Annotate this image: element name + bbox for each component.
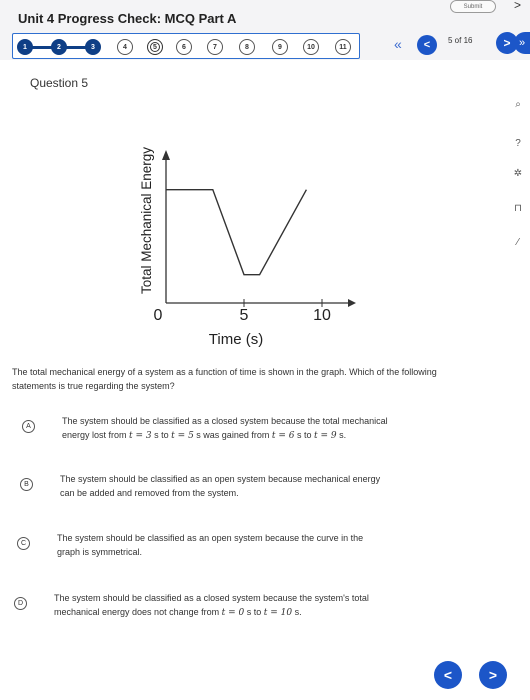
math-token: = bbox=[225, 608, 239, 618]
option-line: The system should be classified as a closed system because the total mechanical bbox=[62, 416, 388, 426]
option-line: can be added and removed from the system. bbox=[60, 488, 239, 498]
help-icon[interactable]: ? bbox=[515, 137, 521, 149]
question-label: Question 5 bbox=[30, 76, 89, 90]
text-token: s to bbox=[151, 430, 172, 440]
option-line bbox=[62, 428, 482, 443]
x-axis-label: Time (s) bbox=[208, 331, 264, 348]
question-nav-item-7[interactable]: 7 bbox=[207, 39, 223, 55]
math-token: = bbox=[174, 431, 189, 441]
math-token: = bbox=[275, 431, 289, 441]
option-b-text[interactable] bbox=[60, 472, 480, 500]
question-nav-item-8[interactable]: 8 bbox=[239, 39, 255, 55]
option-d-marker[interactable]: D bbox=[14, 597, 27, 610]
submit-button[interactable]: Submit bbox=[450, 0, 496, 13]
question-nav-item-5[interactable]: 5 bbox=[147, 39, 163, 55]
bottom-next-button[interactable]: > bbox=[479, 661, 507, 689]
math-token: t bbox=[271, 431, 276, 441]
question-nav-item-2[interactable]: 2 bbox=[51, 39, 67, 55]
progress-connector bbox=[31, 46, 53, 49]
math-token: t bbox=[263, 608, 268, 618]
y-axis-label: Total Mechanical Energy bbox=[139, 146, 154, 295]
option-line bbox=[54, 605, 474, 620]
first-page-icon[interactable]: « bbox=[394, 36, 399, 52]
math-token: 5 bbox=[188, 431, 194, 441]
last-page-icon[interactable]: » bbox=[514, 32, 530, 54]
x-tick-label-10: 10 bbox=[313, 307, 331, 324]
text-token: s. bbox=[292, 607, 302, 617]
energy-series-line bbox=[166, 190, 306, 275]
question-navigator bbox=[12, 33, 360, 59]
math-token: t bbox=[129, 431, 133, 441]
option-b-marker[interactable]: B bbox=[20, 478, 33, 491]
text-token: s. bbox=[336, 430, 347, 440]
math-token: 6 bbox=[288, 431, 295, 441]
page-title: Unit 4 Progress Check: MCQ Part A bbox=[18, 11, 237, 26]
x-axis-arrow bbox=[348, 299, 356, 307]
option-c-marker[interactable]: C bbox=[17, 537, 30, 550]
question-nav-item-1[interactable]: 1 bbox=[17, 39, 33, 55]
math-token: = bbox=[267, 608, 281, 618]
y-axis-arrow bbox=[162, 150, 170, 160]
option-a-marker[interactable]: A bbox=[22, 420, 35, 433]
text-token: mechanical energy does not change from bbox=[54, 607, 222, 617]
question-nav-item-11[interactable]: 11 bbox=[335, 39, 351, 55]
math-token: 0 bbox=[238, 608, 245, 618]
math-token: t bbox=[171, 431, 175, 441]
progress-connector bbox=[65, 46, 87, 49]
question-nav-item-4[interactable]: 4 bbox=[117, 39, 133, 55]
pencil-icon[interactable]: ⁄ bbox=[517, 236, 519, 248]
x-tick-label-5: 5 bbox=[239, 307, 249, 324]
bottom-prev-button[interactable]: < bbox=[434, 661, 462, 689]
math-token: t bbox=[221, 608, 226, 618]
bookmark-icon[interactable]: ⊓ bbox=[514, 202, 522, 214]
math-token: = bbox=[132, 431, 146, 441]
prev-question-button[interactable]: < bbox=[417, 35, 437, 55]
x-tick-label-0: 0 bbox=[153, 307, 163, 324]
option-line: The system should be classified as an open system because mechanical energy bbox=[60, 474, 381, 484]
text-token: s to bbox=[244, 607, 264, 617]
math-token: t bbox=[313, 431, 318, 441]
option-line: The system should be classified as an open system because the curve in the bbox=[57, 533, 364, 543]
page-count: 5 of 16 bbox=[448, 36, 473, 45]
chevron-right-icon[interactable]: > bbox=[514, 0, 522, 12]
question-nav-item-10[interactable]: 10 bbox=[303, 39, 319, 55]
math-token: 10 bbox=[280, 608, 293, 618]
next-question-button[interactable]: > bbox=[496, 32, 518, 54]
math-token: 9 bbox=[330, 431, 337, 441]
text-token: s was gained from bbox=[193, 430, 272, 440]
option-c-text[interactable] bbox=[57, 531, 477, 559]
question-nav-item-9[interactable]: 9 bbox=[272, 39, 288, 55]
question-nav-item-3[interactable]: 3 bbox=[85, 39, 101, 55]
math-token: 3 bbox=[145, 431, 152, 441]
math-token: = bbox=[317, 431, 331, 441]
text-token: s to bbox=[294, 430, 314, 440]
option-a-text[interactable] bbox=[62, 414, 482, 443]
option-line: The system should be classified as a closed system because the system's total bbox=[54, 593, 369, 603]
option-line: graph is symmetrical. bbox=[57, 547, 143, 557]
text-token: energy lost from bbox=[62, 430, 130, 440]
energy-time-graph bbox=[126, 112, 366, 348]
question-stem: The total mechanical energy of a system as a function of time is shown in the graph. Which of the following statements is true regarding the system? bbox=[12, 367, 437, 391]
zoom-icon[interactable]: ⌕ bbox=[515, 98, 521, 110]
settings-icon[interactable]: ✲ bbox=[513, 167, 523, 179]
option-d-text[interactable] bbox=[54, 591, 474, 620]
question-nav-item-6[interactable]: 6 bbox=[176, 39, 192, 55]
